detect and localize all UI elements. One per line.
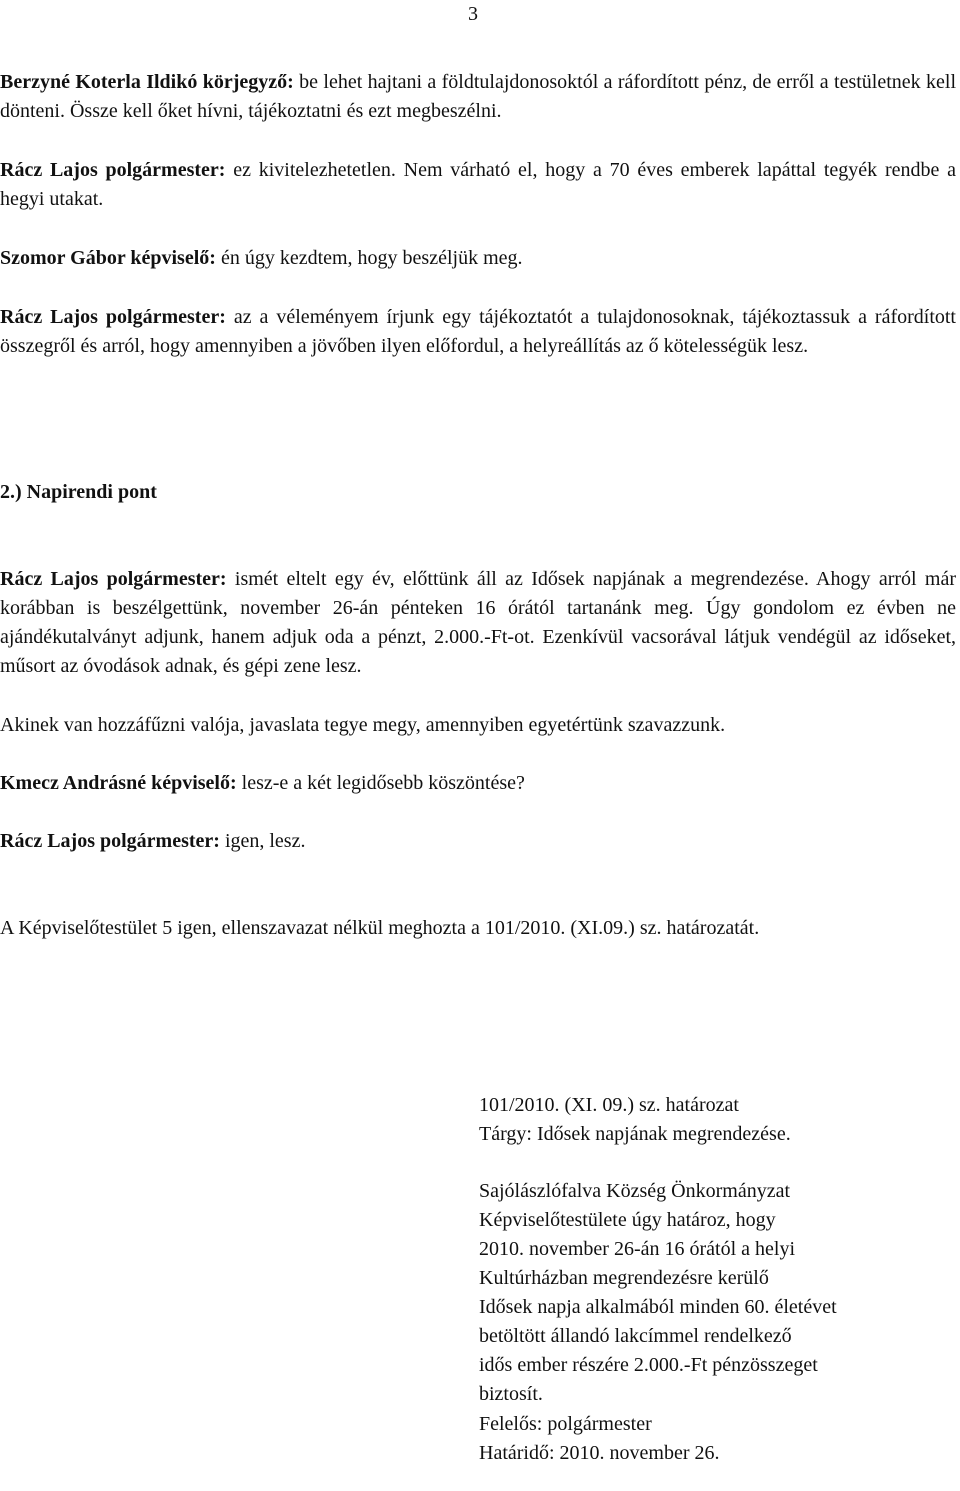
decision-header [479, 1091, 939, 1149]
paragraph-mayor-answer [0, 827, 956, 856]
speaker-label: Kmecz Andrásné képviselő: [0, 772, 237, 794]
decision-body-line: Idősek napja alkalmából minden 60. életévet [479, 1296, 837, 1318]
paragraph-representative-question [0, 769, 956, 798]
agenda-heading: 2.) Napirendi pont [0, 481, 157, 503]
statement-text: én úgy kezdtem, hogy beszéljük meg. [215, 247, 523, 269]
decision-body-line: Sajólászlófalva Község Önkormányzat [479, 1180, 791, 1202]
statement-text: ismét eltelt egy év, előttünk áll az Idősek napjának a megrendezése. Ahogy arról már korábban is beszélgettünk, november 26-án pénteken 16 órától tartanánk meg. Úgy gondolom ez évben ne ajándékutalványt adjunk, hanem adjuk oda a pénzt, 2.000.-Ft-ot. Ezenkívül vacsorával látjuk vendégül az időseket, műsort az óvodások adnak, és gépi zene lesz. [0, 568, 956, 677]
decision-footer [479, 1410, 939, 1468]
speaker-label: Rácz Lajos polgármester: [0, 159, 226, 181]
statement-text: ez kivitelezhetetlen. Nem várható el, hogy a 70 éves emberek lapáttal tegyék rendbe a hegyi utakat. [0, 159, 956, 210]
decision-deadline: Határidő: 2010. november 26. [479, 1442, 720, 1464]
paragraph-notary-statement [0, 68, 956, 126]
statement-text: A Képviselőtestület 5 igen, ellenszavazat nélkül meghozta a 101/2010. (XI.09.) sz. határozatát. [0, 917, 760, 939]
statement-text: lesz-e a két legidősebb köszöntése? [236, 772, 525, 794]
decision-body-line: Képviselőtestülete úgy határoz, hogy [479, 1209, 776, 1231]
decision-responsible: Felelős: polgármester [479, 1413, 652, 1435]
decision-body [479, 1177, 939, 1409]
paragraph-mayor-statement-2 [0, 303, 956, 361]
speaker-label: Rácz Lajos polgármester: [0, 306, 226, 328]
decision-body-line: biztosít. [479, 1383, 543, 1405]
decision-subject: Tárgy: Idősek napjának megrendezése. [479, 1123, 791, 1145]
decision-number: 101/2010. (XI. 09.) sz. határozat [479, 1094, 739, 1116]
page-number: 3 [468, 3, 478, 25]
statement-text: be lehet hajtani a földtulajdonosoktól a ráfordított pénz, de erről a testületnek kell dönteni. Össze kell őket hívni, tájékoztatni és ezt megbeszélni. [0, 71, 957, 122]
statement-text: az a véleményem írjunk egy tájékoztatót a tulajdonosoknak, tájékoztassuk a ráfordított összegről és arról, hogy amennyiben a jövőben ilyen előfordul, a helyreállítás az ő kötelességük lesz. [0, 306, 956, 357]
decision-body-line: Kultúrházban megrendezésre kerülő [479, 1267, 769, 1289]
statement-text: igen, lesz. [219, 830, 306, 852]
paragraph-vote-call [0, 711, 956, 740]
speaker-label: Szomor Gábor képviselő: [0, 247, 216, 269]
paragraph-mayor-statement-3 [0, 565, 956, 681]
statement-text: Akinek van hozzáfűzni valója, javaslata tegye megy, amennyiben egyetértünk szavazzunk. [0, 714, 726, 736]
paragraph-vote-result [0, 914, 956, 943]
speaker-label: Berzyné Koterla Ildikó körjegyző: [0, 71, 294, 93]
decision-body-line: idős ember részére 2.000.-Ft pénzösszeget [479, 1354, 818, 1376]
paragraph-representative-statement [0, 244, 956, 273]
paragraph-mayor-statement-1 [0, 156, 956, 214]
decision-body-line: betöltött állandó lakcímmel rendelkező [479, 1325, 792, 1347]
speaker-label: Rácz Lajos polgármester: [0, 830, 220, 852]
decision-body-line: 2010. november 26-án 16 órától a helyi [479, 1238, 796, 1260]
speaker-label: Rácz Lajos polgármester: [0, 568, 227, 590]
